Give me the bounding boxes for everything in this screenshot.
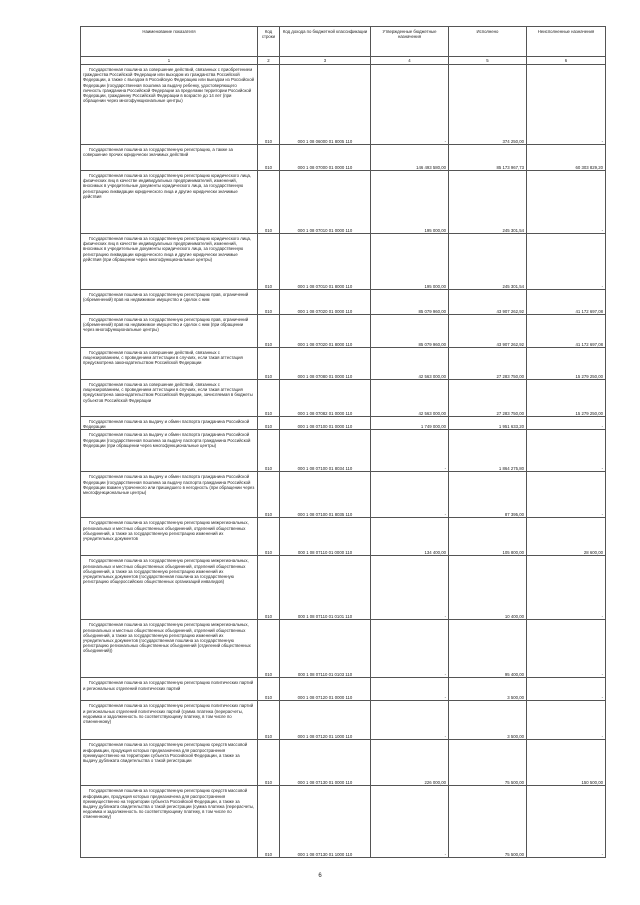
row-unexecuted: - — [527, 786, 606, 858]
row-unexecuted: - — [527, 701, 606, 740]
table-row — [81, 65, 606, 145]
table-row — [81, 556, 606, 620]
row-executed: 105 800,00 — [449, 518, 527, 556]
table-row — [81, 171, 606, 234]
row-income-code: 000 1 08 07100 01 8034 110 — [280, 430, 371, 472]
header-income-code: Код дохода по бюджетной классификации — [280, 27, 371, 57]
row-name: Государственная пошлина за государственную регистрацию, а также за совершение прочих юридически значимых действий — [81, 145, 258, 171]
row-income-code: 000 1 08 07080 01 0000 110 — [280, 348, 371, 380]
row-line-code: 010 — [258, 620, 280, 678]
column-number: 6 — [527, 57, 606, 65]
row-approved: - — [371, 65, 449, 145]
row-line-code: 010 — [258, 145, 280, 171]
row-income-code: 000 1 08 07082 01 0000 110 — [280, 380, 371, 417]
table-row — [81, 145, 606, 171]
row-unexecuted: - — [527, 234, 606, 290]
row-approved: - — [371, 472, 449, 518]
row-name: Государственная пошлина за государственную регистрацию политических партий и региональных отделений политических партий (сумма платежа (перерасчеты, недоимка и задолженность по соответствующему платежу, в том числе по отмененному) — [81, 701, 258, 740]
row-unexecuted: - — [527, 556, 606, 620]
row-income-code: 000 1 08 07110 01 0101 110 — [280, 556, 371, 620]
row-approved: - — [371, 620, 449, 678]
row-income-code: 000 1 08 07130 01 0000 110 — [280, 740, 371, 786]
table-row — [81, 430, 606, 472]
table-row — [81, 348, 606, 380]
row-income-code: 000 1 08 07100 01 0000 110 — [280, 417, 371, 430]
row-approved: 42 563 000,00 — [371, 348, 449, 380]
row-income-code: 000 1 08 07010 01 0000 110 — [280, 171, 371, 234]
table-row — [81, 290, 606, 315]
row-executed: 95 400,00 — [449, 620, 527, 678]
table-header-row — [81, 27, 606, 57]
row-income-code: 000 1 08 07130 01 1000 110 — [280, 786, 371, 858]
row-unexecuted: - — [527, 472, 606, 518]
row-name: Государственная пошлина за выдачу и обмен паспорта гражданина Российской Федерации (государственная пошлина за выдачу паспорта гражданина Российской Федерации (при обращении через многофункциональные центры) — [81, 430, 258, 472]
column-number: 3 — [280, 57, 371, 65]
row-name: Государственная пошлина за государственную регистрацию прав, ограничений (обременений) прав на недвижимое имущество и сделок с ним — [81, 290, 258, 315]
row-line-code: 010 — [258, 315, 280, 348]
row-executed: 3 500,00 — [449, 678, 527, 701]
row-unexecuted: - — [527, 430, 606, 472]
row-name: Государственная пошлина за государственную регистрацию средств массовой информации, продукция которых предназначена для распространения преимущественно на территории субъекта Российской Федерации, а также за выдачу дубликата свидетельства о такой регистрации — [81, 740, 258, 786]
row-approved: 146 493 580,00 — [371, 145, 449, 171]
row-line-code: 010 — [258, 430, 280, 472]
row-approved: - — [371, 678, 449, 701]
row-name: Государственная пошлина за государственную регистрацию межрегиональных, региональных и местных общественных объединений, отделений общественных объединений, а также за государственную регистрацию изменений их учредительных документов (государственная пошлина за государственную регистрацию общероссийских общественных организаций инвалидов) — [81, 556, 258, 620]
header-executed: Исполнено — [449, 27, 527, 57]
row-income-code: 000 1 08 07020 01 0000 110 — [280, 290, 371, 315]
row-income-code: 000 1 08 07120 01 1000 110 — [280, 701, 371, 740]
row-line-code: 010 — [258, 556, 280, 620]
row-executed: 85 173 967,73 — [449, 145, 527, 171]
row-executed: 43 907 262,92 — [449, 315, 527, 348]
row-name: Государственная пошлина за государственную регистрацию средств массовой информации, продукция которых предназначена для распространения преимущественно на территории субъекта Российской Федерации, а также за выдачу дубликата свидетельства о такой регистрации (сумма платежа (перерасчеты, недоимка и задолженность по соответствующему платежу, в том числе по отмененному) — [81, 786, 258, 858]
row-approved: - — [371, 701, 449, 740]
row-income-code: 000 1 08 07020 01 8000 110 — [280, 315, 371, 348]
row-executed: 1 951 633,20 — [449, 417, 527, 430]
row-name: Государственная пошлина за государственную регистрацию юридического лица, физических лиц в качестве индивидуальных предпринимателей, изменений, вносимых в учредительные документы юридического лица, за государственную регистрацию ликвидации юридического лица и другие юридически значимые действия (при обращении через многофункциональные центры) — [81, 234, 258, 290]
row-line-code: 010 — [258, 380, 280, 417]
row-income-code: 000 1 08 07100 01 8035 110 — [280, 472, 371, 518]
row-name: Государственная пошлина за государственную регистрацию юридического лица, физических лиц в качестве индивидуальных предпринимателей, изменений, вносимых в учредительные документы юридического лица, за государственную регистрацию ликвидации юридического лица и другие юридически значимые действия — [81, 171, 258, 234]
table-row — [81, 315, 606, 348]
row-executed: 245 301,54 — [449, 234, 527, 290]
row-income-code: 000 1 08 07120 01 0000 110 — [280, 678, 371, 701]
row-unexecuted: 15 279 250,00 — [527, 348, 606, 380]
row-executed: 374 250,00 — [449, 65, 527, 145]
row-executed: 245 301,54 — [449, 171, 527, 234]
row-executed: 27 283 750,00 — [449, 348, 527, 380]
row-line-code: 010 — [258, 518, 280, 556]
header-name: Наименование показателя — [81, 27, 258, 57]
row-income-code: 000 1 08 07110 01 0103 110 — [280, 620, 371, 678]
row-line-code: 010 — [258, 234, 280, 290]
row-approved: 195 000,00 — [371, 171, 449, 234]
row-line-code: 010 — [258, 786, 280, 858]
row-income-code: 000 1 08 06000 01 8005 110 — [280, 65, 371, 145]
table-row — [81, 417, 606, 430]
row-income-code: 000 1 08 07000 01 0000 110 — [280, 145, 371, 171]
row-unexecuted: 150 500,00 — [527, 740, 606, 786]
row-approved: 226 000,00 — [371, 740, 449, 786]
column-number: 4 — [371, 57, 449, 65]
row-executed: 10 400,00 — [449, 556, 527, 620]
row-line-code: 010 — [258, 740, 280, 786]
row-line-code: 010 — [258, 701, 280, 740]
header-line-code: Код строки — [258, 27, 280, 57]
row-approved: 1 749 000,00 — [371, 417, 449, 430]
table-row — [81, 518, 606, 556]
row-line-code: 010 — [258, 65, 280, 145]
table-row — [81, 380, 606, 417]
row-line-code: 010 — [258, 678, 280, 701]
table-row — [81, 701, 606, 740]
row-approved: 85 079 960,00 — [371, 290, 449, 315]
column-number: 1 — [81, 57, 258, 65]
row-line-code: 010 — [258, 290, 280, 315]
row-approved: - — [371, 556, 449, 620]
table-row — [81, 234, 606, 290]
row-line-code: 010 — [258, 348, 280, 380]
row-name: Государственная пошлина за совершение действий, связанных с приобретением гражданства Российской Федерации или выходом из гражданства Российской Федерации, а также с въездом в Российскую Федерацию или выездом из Российской Федерации (государственная пошлина за выдачу ребенку, удостоверяющего личность гражданина Российской Федерации за пределами территории Российской Федерации, гражданину Российской Федерации в возрасте до 14 лет (при обращении через многофункциональные центры) — [81, 65, 258, 145]
budget-execution-table — [80, 26, 606, 858]
row-executed: 27 283 750,00 — [449, 380, 527, 417]
row-unexecuted: 41 172 697,08 — [527, 290, 606, 315]
row-executed: 1 864 275,80 — [449, 430, 527, 472]
row-income-code: 000 1 08 07010 01 8000 110 — [280, 234, 371, 290]
row-name: Государственная пошлина за совершение действий, связанных с лицензированием, с проведением аттестации в случаях, если такая аттестация предусмотрена законодательством Российской Федерации — [81, 348, 258, 380]
row-unexecuted: - — [527, 65, 606, 145]
row-approved: 134 400,00 — [371, 518, 449, 556]
header-approved: Утвержденные бюджетные назначения — [371, 27, 449, 57]
row-name: Государственная пошлина за выдачу и обмен паспорта гражданина Российской Федерации (государственная пошлина за выдачу паспорта гражданина Российской Федерации взамен утраченного или пришедшего в негодность (при обращении через многофункциональные центры) — [81, 472, 258, 518]
column-number: 2 — [258, 57, 280, 65]
row-executed: 87 395,00 — [449, 472, 527, 518]
row-approved: 85 079 960,00 — [371, 315, 449, 348]
row-unexecuted: - — [527, 620, 606, 678]
row-line-code: 010 — [258, 171, 280, 234]
row-income-code: 000 1 08 07110 01 0000 110 — [280, 518, 371, 556]
row-unexecuted: 28 600,00 — [527, 518, 606, 556]
table-row — [81, 472, 606, 518]
row-executed: 75 500,00 — [449, 740, 527, 786]
table-row — [81, 786, 606, 858]
column-number-row — [81, 57, 606, 65]
row-name: Государственная пошлина за государственную регистрацию межрегиональных, региональных и местных общественных объединений, отделений общественных объединений, а также за государственную регистрацию изменений их учредительных документов — [81, 518, 258, 556]
table-row — [81, 678, 606, 701]
row-name: Государственная пошлина за выдачу и обмен паспорта гражданина Российской Федерации — [81, 417, 258, 430]
row-name: Государственная пошлина за государственную регистрацию прав, ограничений (обременений) прав на недвижимое имущество и сделок с ним (при обращении через многофункциональные центры) — [81, 315, 258, 348]
row-unexecuted: - — [527, 678, 606, 701]
column-number: 5 — [449, 57, 527, 65]
row-name: Государственная пошлина за государственную регистрацию политических партий и региональных отделений политических партий — [81, 678, 258, 701]
row-line-code: 010 — [258, 472, 280, 518]
row-name: Государственная пошлина за совершение действий, связанных с лицензированием, с проведением аттестации в случаях, если такая аттестация предусмотрена законодательством Российской Федерации, зачисляемая в бюджеты субъектов Российской Федерации — [81, 380, 258, 417]
row-approved: 195 000,00 — [371, 234, 449, 290]
row-unexecuted: 41 172 697,08 — [527, 315, 606, 348]
row-unexecuted: - — [527, 417, 606, 430]
page-number: 6 — [318, 873, 322, 879]
row-unexecuted: - — [527, 171, 606, 234]
row-approved: 42 563 000,00 — [371, 380, 449, 417]
row-executed: 3 500,00 — [449, 701, 527, 740]
table-row — [81, 740, 606, 786]
row-approved: - — [371, 786, 449, 858]
row-executed: 43 907 262,92 — [449, 290, 527, 315]
header-unexecuted: Неисполненные назначения — [527, 27, 606, 57]
row-approved: - — [371, 430, 449, 472]
row-name: Государственная пошлина за государственную регистрацию межрегиональных, региональных и местных общественных объединений, отделений общественных объединений, а также за государственную регистрацию изменений их учредительных документов (государственная пошлина за государственную регистрацию региональных общественных объединений (отделений общественных объединений)) — [81, 620, 258, 678]
table-row — [81, 620, 606, 678]
row-executed: 75 500,00 — [449, 786, 527, 858]
row-unexecuted: 60 303 829,20 — [527, 145, 606, 171]
row-unexecuted: 15 279 250,00 — [527, 380, 606, 417]
row-line-code: 010 — [258, 417, 280, 430]
